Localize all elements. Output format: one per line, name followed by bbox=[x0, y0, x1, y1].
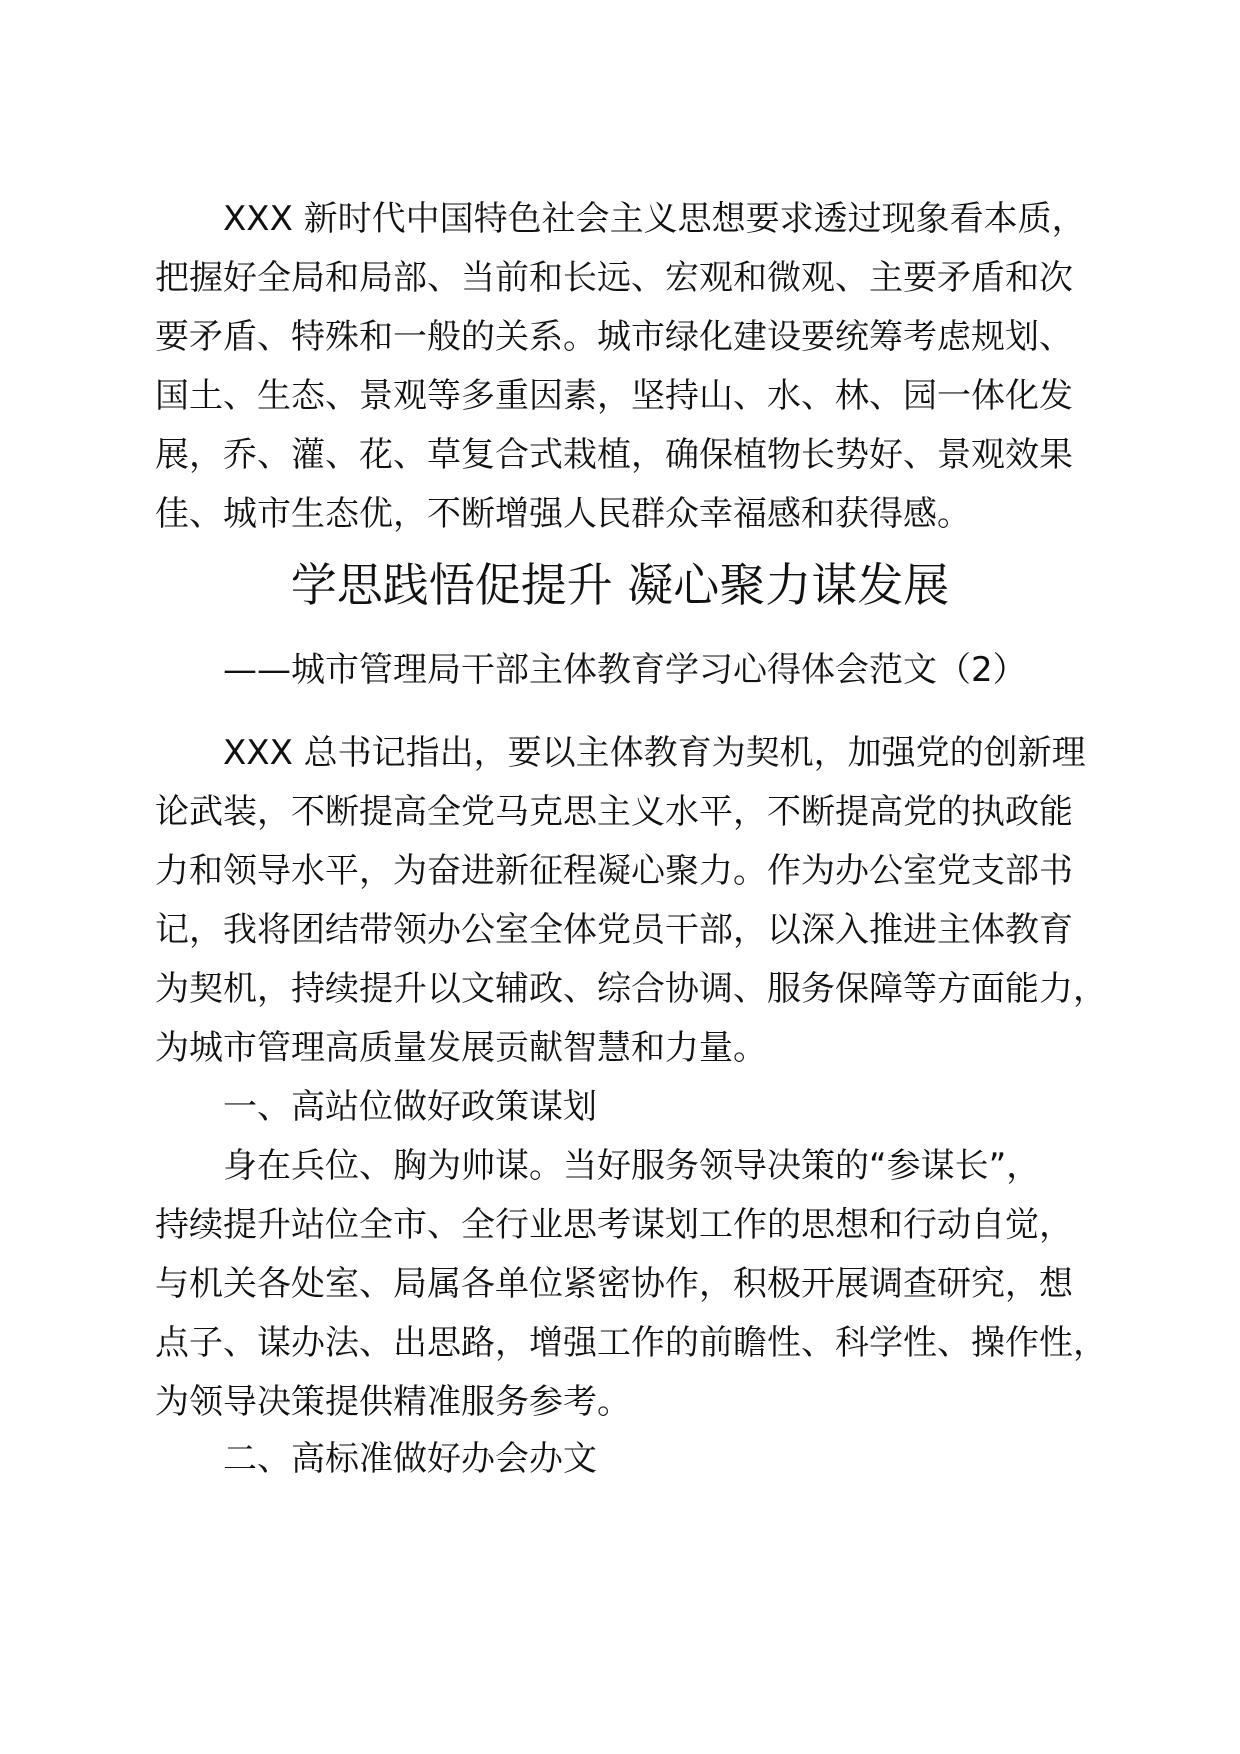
paragraph-line: 与机关各处室、局属各单位紧密协作，积极开展调查研究，想 bbox=[155, 1264, 1073, 1304]
paragraph-line: 要矛盾、特殊和一般的关系。城市绿化建设要统筹考虑规划、 bbox=[155, 317, 1073, 357]
section-heading-1 bbox=[155, 1078, 1095, 1137]
paragraph-line: 佳、城市生态优，不断增强人民群众幸福感和获得感。 bbox=[155, 494, 971, 534]
paragraph-1 bbox=[155, 190, 1095, 544]
paragraph-line: 力和领导水平，为奋进新征程凝心聚力。作为办公室党支部书 bbox=[155, 851, 1073, 891]
paragraph-2 bbox=[155, 724, 1107, 1078]
paragraph-line: 为契机，持续提升以文辅政、综合协调、服务保障等方面能力， bbox=[155, 969, 1107, 1009]
paragraph-line: 为领导决策提供精准服务参考。 bbox=[155, 1382, 631, 1422]
paragraph-line: 持续提升站位全市、全行业思考谋划工作的思想和行动自觉， bbox=[155, 1205, 1073, 1245]
paragraph-line: 点子、谋办法、出思路，增强工作的前瞻性、科学性、操作性， bbox=[155, 1323, 1107, 1363]
document-subtitle: ——城市管理局干部主体教育学习心得体会范文（2） bbox=[223, 650, 1027, 690]
paragraph-line: 国土、生态、景观等多重因素，坚持山、水、林、园一体化发 bbox=[155, 376, 1073, 416]
section-heading: 一、高站位做好政策谋划 bbox=[223, 1087, 597, 1127]
paragraph-line: 把握好全局和局部、当前和长远、宏观和微观、主要矛盾和次 bbox=[155, 258, 1073, 298]
paragraph-line: XXX 新时代中国特色社会主义思想要求透过现象看本质， bbox=[223, 199, 1086, 239]
paragraph-line: XXX 总书记指出，要以主体教育为契机，加强党的创新理 bbox=[223, 733, 1086, 773]
section-heading-2 bbox=[155, 1430, 1095, 1489]
paragraph-line: 论武装，不断提高全党马克思主义水平，不断提高党的执政能 bbox=[155, 792, 1073, 832]
paragraph-line: 展，乔、灌、花、草复合式栽植，确保植物长势好、景观效果 bbox=[155, 435, 1073, 475]
document-title: 学思践悟促提升 凝心聚力谋发展 bbox=[290, 558, 950, 612]
section-heading: 二、高标准做好办会办文 bbox=[223, 1439, 597, 1479]
paragraph-3 bbox=[155, 1137, 1107, 1432]
paragraph-line: 身在兵位、胸为帅谋。当好服务领导决策的“参谋长”， bbox=[223, 1146, 1041, 1186]
paragraph-line: 为城市管理高质量发展贡献智慧和力量。 bbox=[155, 1028, 767, 1068]
paragraph-line: 记，我将团结带领办公室全体党员干部，以深入推进主体教育 bbox=[155, 910, 1073, 950]
